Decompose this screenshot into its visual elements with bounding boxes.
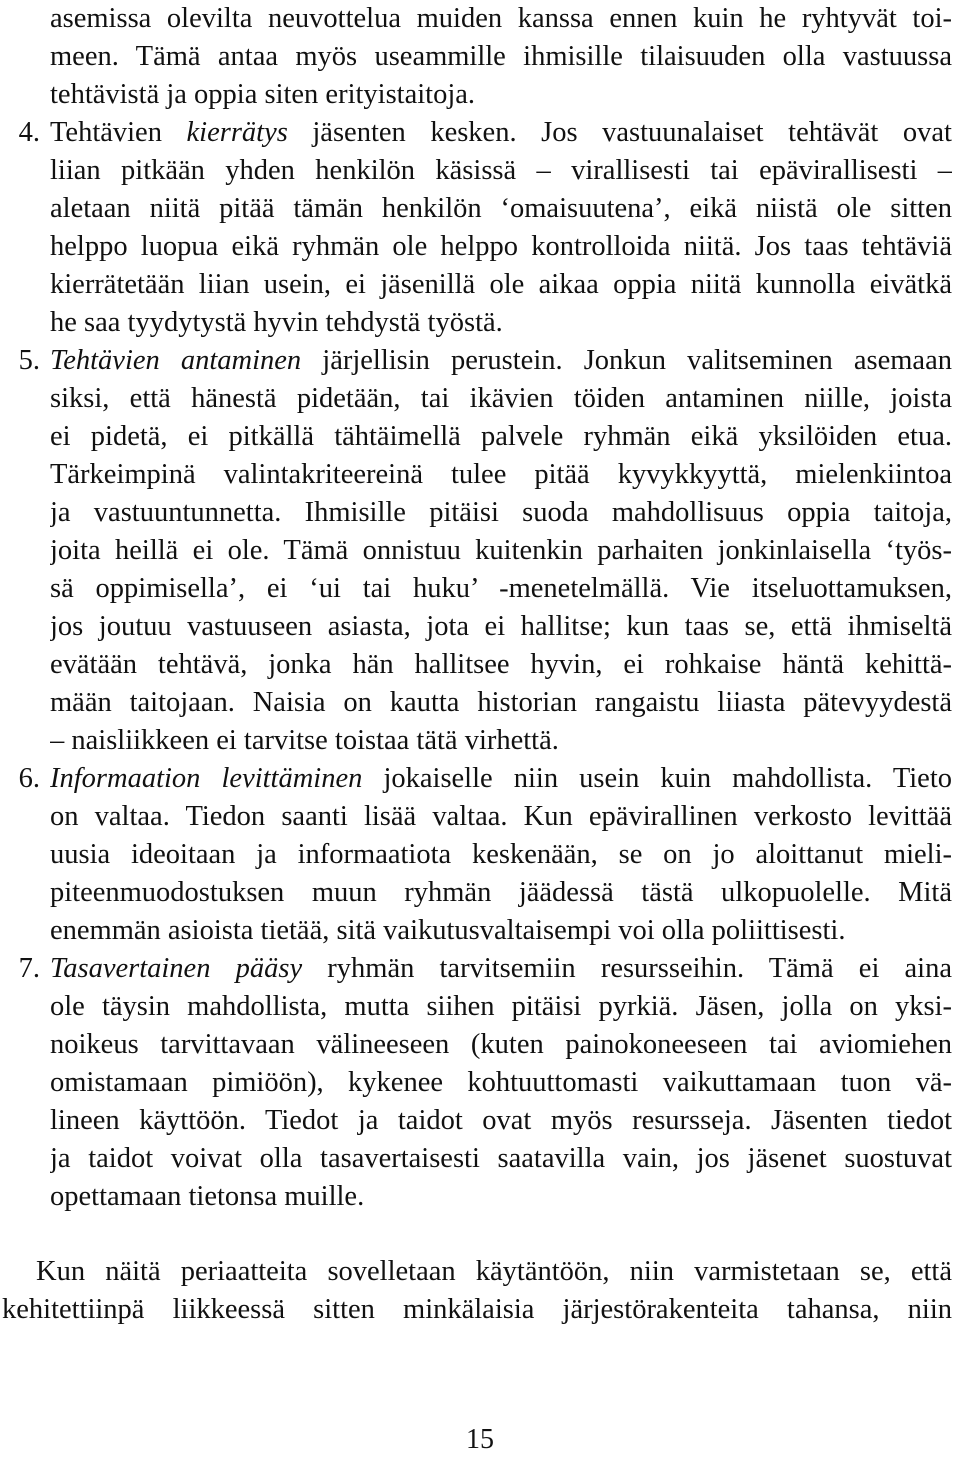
list-item-line: enemmän asioista tietää, sitä vaikutusvaltaisempi voi olla poliittisesti. <box>50 915 846 946</box>
list-item-line: ole täysin mahdollista, mutta siihen pitäisi pyrkiä. Jäsen, jolla on yksi- <box>50 991 952 1022</box>
list-item-line: lineen käyttöön. Tiedot ja taidot ovat myös resursseja. Jäsenten tiedot <box>50 1105 952 1136</box>
intro-line: meen. Tämä antaa myös useammille ihmisille tilaisuuden olla vastuussa <box>50 41 952 72</box>
intro-line: asemissa olevilta neuvottelua muiden kanssa ennen kuin he ryhtyvät toi- <box>50 3 952 34</box>
list-item-line: kierrätetään liian usein, ei jäsenillä ole aikaa oppia niitä kunnolla eivätkä <box>50 269 952 300</box>
list-item-line: Tärkeimpinä valintakriteereinä tulee pitää kyvykkyyttä, mielenkiintoa <box>50 459 952 490</box>
item-text: ryhmän tarvitsemiin resursseihin. Tämä ei aina <box>302 953 952 984</box>
list-item-line: piteenmuodostuksen muun ryhmän jäädessä tästä ulkopuolelle. Mitä <box>50 877 952 908</box>
item-text: järjellisin perustein. Jonkun valitseminen asemaan <box>301 345 952 376</box>
list-item-line: joita heillä ei ole. Tämä onnistuu kuitenkin parhaiten jonkinlaisella ‘työs- <box>50 535 952 566</box>
list-item-first-line <box>50 760 952 798</box>
list-item-line: siksi, että hänestä pidetään, tai ikävien töiden antaminen niille, joista <box>50 383 952 414</box>
list-item-first-line <box>50 342 952 380</box>
item-lead-text: Tehtävien <box>50 117 187 148</box>
list-item-line: ja taidot voivat olla tasavertaisesti saatavilla vain, jos jäsenet suostuvat <box>50 1143 952 1174</box>
item-emphasis: kierrätys <box>186 117 288 148</box>
list-item-line: on valtaa. Tiedon saanti lisää valtaa. Kun epävirallinen verkosto levittää <box>50 801 952 832</box>
list-item-line: noikeus tarvittavaan välineeseen (kuten painokoneeseen tai aviomiehen <box>50 1029 952 1060</box>
list-item-line: liian pitkään yhden henkilön käsissä – virallisesti tai epävirallisesti – <box>50 155 952 186</box>
list-item-line: ei pidetä, ei pitkällä tähtäimellä palvele ryhmän eikä yksilöiden etua. <box>50 421 952 452</box>
list-number: 7. <box>18 953 40 984</box>
list-item-first-line <box>50 950 952 988</box>
item-emphasis: Tasavertainen pääsy <box>50 953 303 984</box>
list-item-line: he saa tyydytystä hyvin tehdystä työstä. <box>50 307 503 338</box>
list-item-line: aletaan niitä pitää tämän henkilön ‘omaisuutena’, eikä niistä ole sitten <box>50 193 952 224</box>
item-text: jäsenten kesken. Jos vastuunalaiset tehtävät ovat <box>287 117 952 148</box>
list-item-line: ja vastuuntunnetta. Ihmisille pitäisi suoda mahdollisuus oppia taitoja, <box>50 497 952 528</box>
item-text: jokaiselle niin usein kuin mahdollista. Tieto <box>362 763 952 794</box>
list-item-line: uusia ideoitaan ja informaatiota keskenään, se on jo aloittanut mieli- <box>50 839 952 870</box>
list-item-line: mään taitojaan. Naisia on kautta historian rangaistu liiasta pätevyydestä <box>50 687 952 718</box>
list-item-line: omistamaan pimiöön), kykenee kohtuuttomasti vaikuttamaan tuon vä- <box>50 1067 952 1098</box>
list-item-first-line <box>50 114 952 152</box>
list-number: 6. <box>18 763 40 794</box>
page-number: 15 <box>466 1424 494 1455</box>
item-emphasis: Informaation levittäminen <box>50 763 363 794</box>
list-number: 5. <box>18 345 40 376</box>
list-item-line: – naisliikkeen ei tarvitse toistaa tätä virhettä. <box>50 725 559 756</box>
item-emphasis: Tehtävien antaminen <box>50 345 302 376</box>
intro-line: tehtävistä ja oppia siten erityistaitoja. <box>50 79 476 110</box>
list-item-line: helppo luopua eikä ryhmän ole helppo kontrolloida niitä. Jos taas tehtäviä <box>50 231 952 262</box>
closing-paragraph-line: kehitettiinpä liikkeessä sitten minkälaisia järjestörakenteita tahansa, niin <box>2 1294 952 1325</box>
list-item-line: sä oppimisella’, ei ‘ui tai huku’ -menetelmällä. Vie itseluottamuksen, <box>50 573 952 604</box>
closing-paragraph-line: Kun näitä periaatteita sovelletaan käytäntöön, niin varmistetaan se, että <box>36 1256 952 1287</box>
list-item-line: evätään tehtävä, jonka hän hallitsee hyvin, ei rohkaise häntä kehittä- <box>50 649 952 680</box>
list-item-line: jos joutuu vastuuseen asiasta, jota ei hallitse; kun taas se, että ihmiseltä <box>50 611 952 642</box>
list-item-line: opettamaan tietonsa muille. <box>50 1181 365 1212</box>
list-number: 4. <box>18 117 40 148</box>
